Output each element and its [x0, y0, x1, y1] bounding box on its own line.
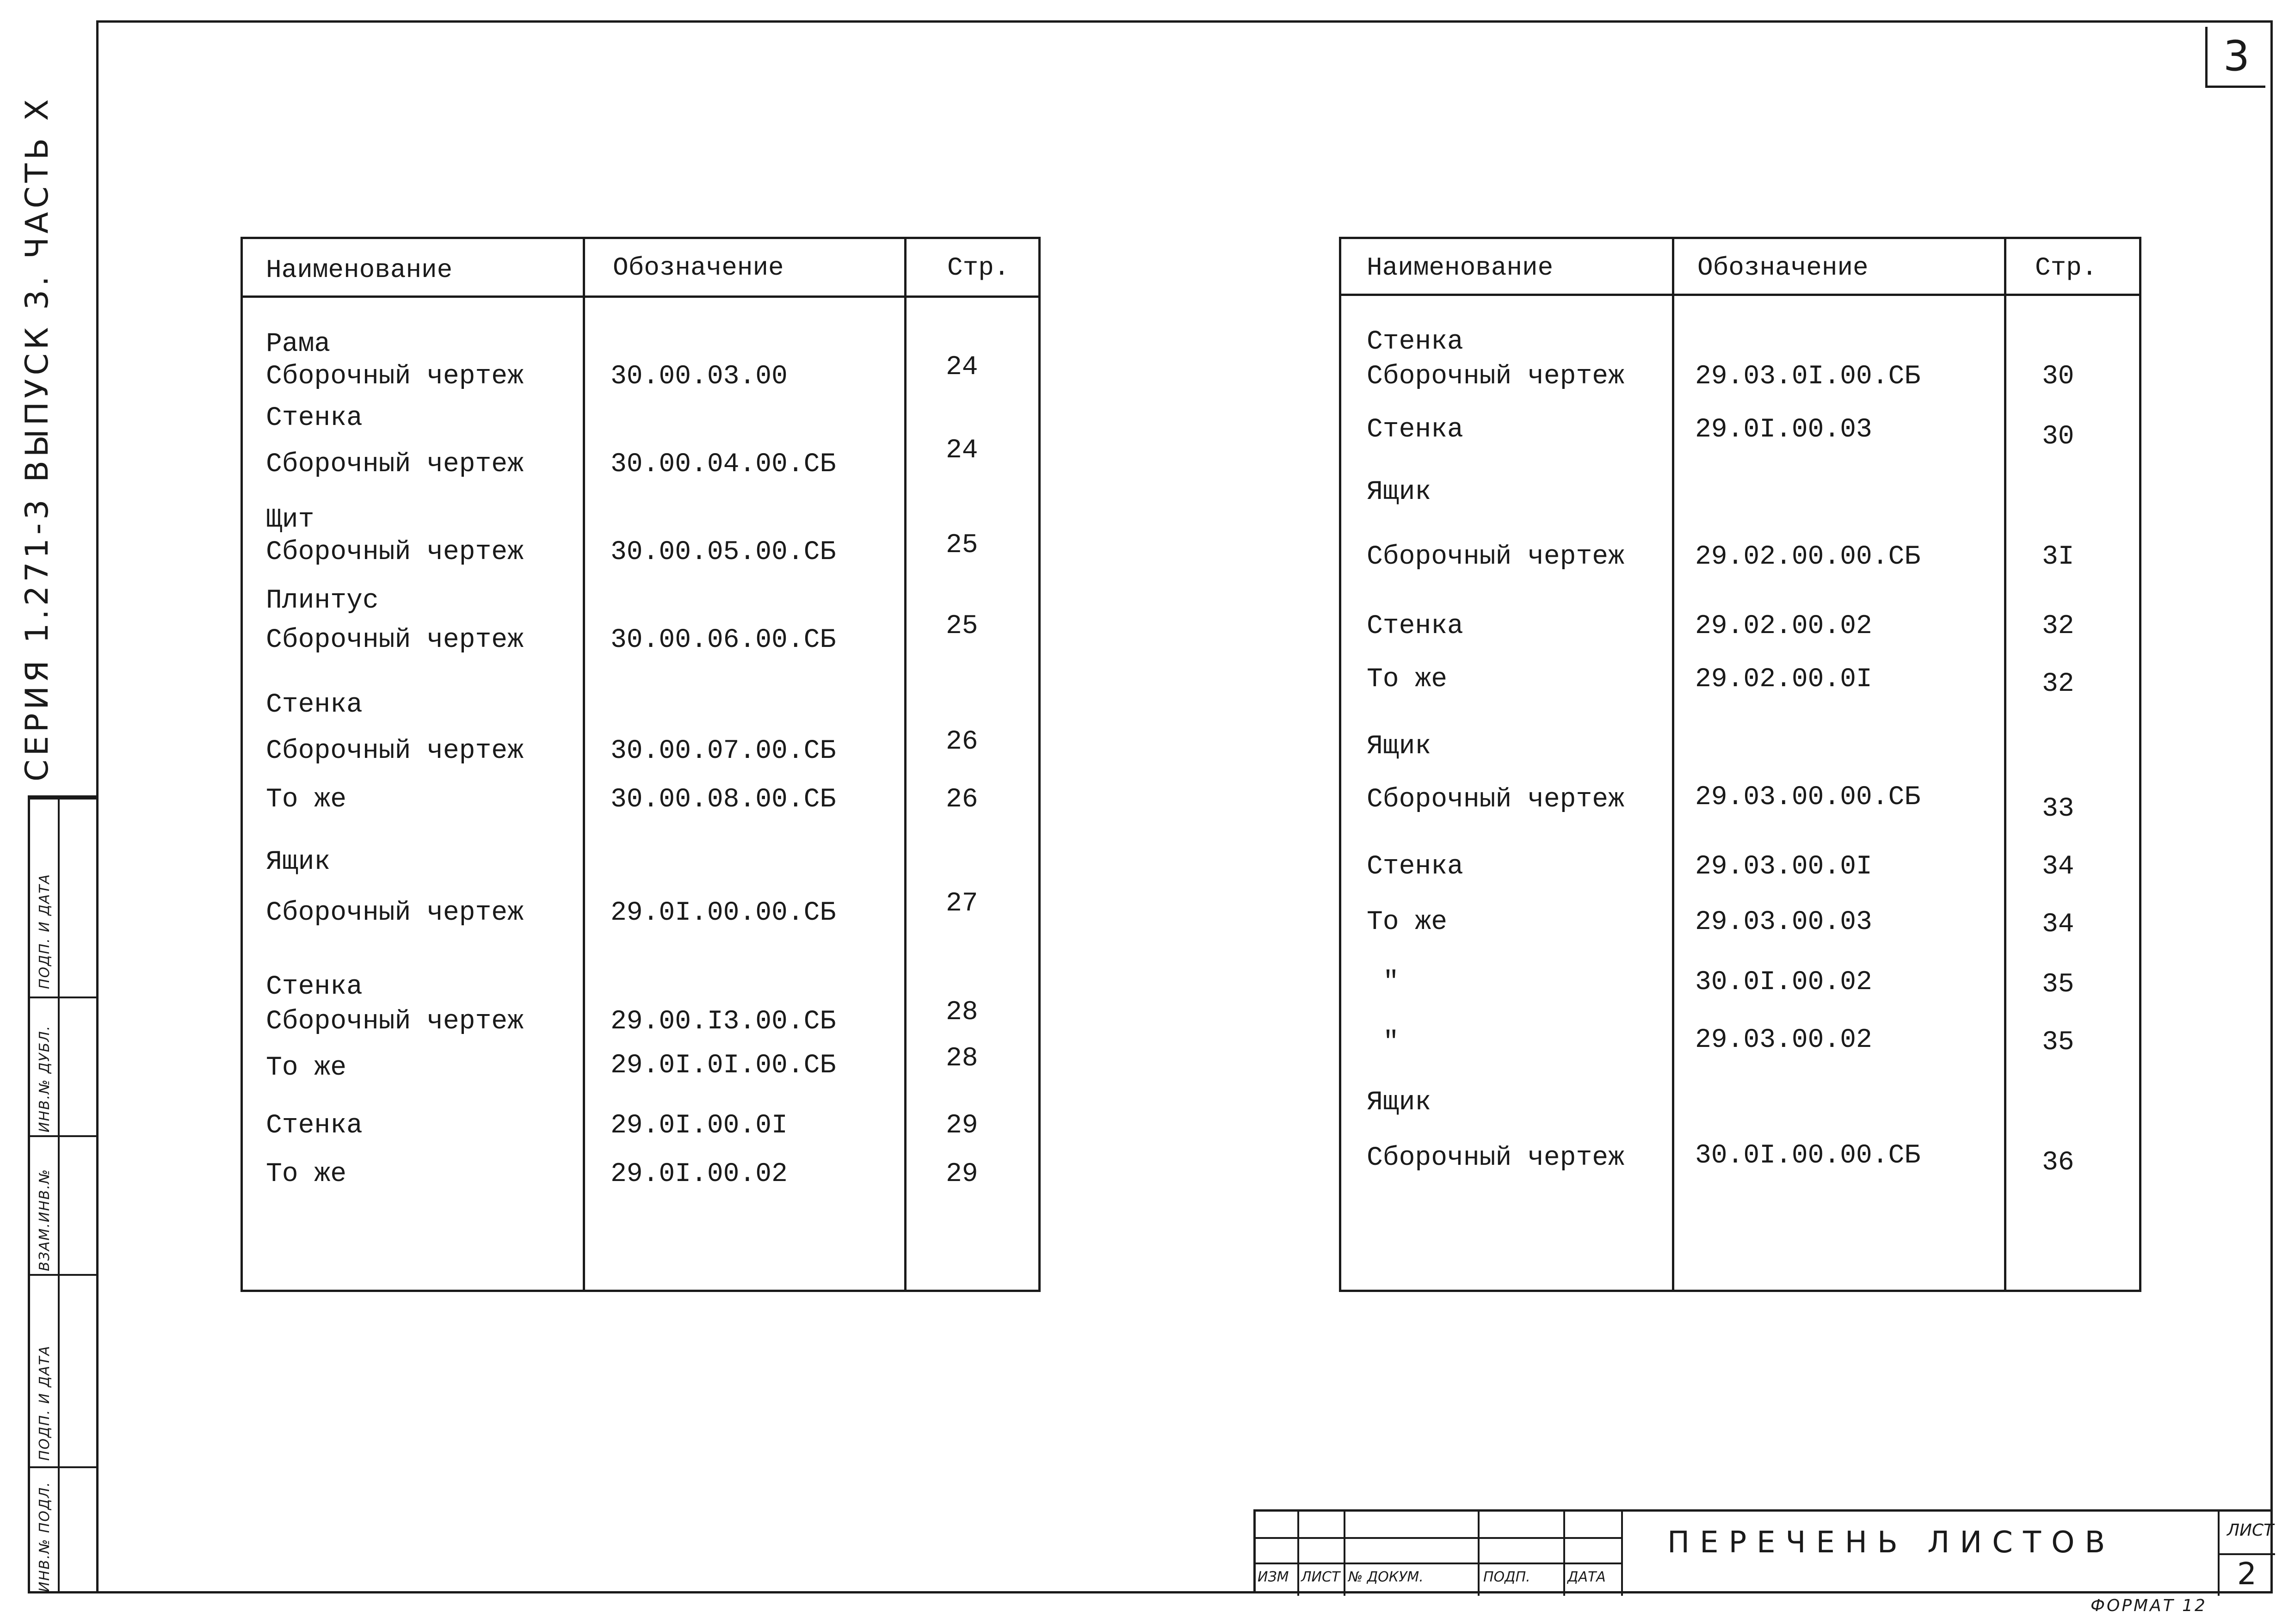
row-name: То же — [266, 1159, 347, 1189]
row-page: 25 — [946, 530, 978, 560]
stamp-strip — [28, 795, 96, 1593]
row-page: 34 — [2042, 910, 2074, 940]
row-name: Сборочный чертеж — [266, 362, 524, 392]
row-page: 36 — [2042, 1148, 2074, 1178]
page-number: 3 — [2205, 27, 2265, 88]
row-page: 32 — [2042, 669, 2074, 699]
strip-cell — [30, 997, 96, 1135]
header-page: Стр. — [2035, 253, 2097, 283]
row-name: Рама — [266, 329, 331, 359]
row-name: То же — [266, 1053, 347, 1083]
row-page: 27 — [946, 889, 978, 919]
row-name: " — [1383, 1027, 1399, 1058]
row-page: 29 — [946, 1159, 978, 1189]
row-code: 29.0I.00.02 — [611, 1159, 788, 1189]
row-code: 30.00.06.00.СБ — [611, 625, 836, 655]
header-code: Обозначение — [613, 253, 784, 283]
row-name: Сборочный чертеж — [266, 1007, 524, 1037]
row-name: Плинтус — [266, 586, 379, 616]
strip-label: ПОДП. И ДАТА — [36, 873, 53, 989]
row-page: 29 — [946, 1111, 978, 1141]
col-label-sign: ПОДП. — [1483, 1569, 1530, 1585]
grid-line — [1621, 1512, 1623, 1596]
row-code: 29.02.00.00.СБ — [1695, 542, 1921, 572]
row-code: 30.00.04.00.СБ — [611, 449, 836, 480]
row-name: Сборочный чертеж — [1367, 1143, 1624, 1173]
row-code: 30.00.03.00 — [611, 362, 788, 392]
row-name: Стенка — [1367, 852, 1463, 882]
row-code: 29.03.00.0I — [1695, 852, 1872, 882]
strip-label: ПОДП. И ДАТА — [36, 1345, 53, 1461]
row-page: 34 — [2042, 852, 2074, 882]
row-name: То же — [1367, 664, 1448, 695]
row-name: Стенка — [266, 1111, 363, 1141]
grid-line — [1563, 1512, 1565, 1596]
row-code: 29.03.0I.00.СБ — [1695, 362, 1921, 392]
row-code: 29.03.00.03 — [1695, 907, 1872, 937]
strip-cell — [30, 1274, 96, 1466]
grid-line — [1344, 1512, 1345, 1596]
row-page: 30 — [2042, 362, 2074, 392]
row-page: 24 — [946, 352, 978, 382]
row-name: Стенка — [1367, 327, 1463, 357]
col-label-izm: ИЗМ — [1258, 1569, 1289, 1585]
row-name: Стенка — [266, 690, 363, 720]
row-code: 30.00.08.00.СБ — [611, 785, 836, 815]
row-name: Щит — [266, 505, 315, 535]
row-name: Ящик — [1367, 1088, 1431, 1118]
row-code: 29.0I.00.0I — [611, 1111, 788, 1141]
row-code: 30.0I.00.02 — [1695, 967, 1872, 997]
row-name: Ящик — [1367, 732, 1431, 762]
row-page: 25 — [946, 611, 978, 641]
row-page: 3I — [2042, 542, 2074, 572]
row-page: 28 — [946, 997, 978, 1027]
header-name: Наименование — [1367, 253, 1554, 283]
right-sheet-table — [1339, 237, 2141, 1292]
header-name: Наименование — [266, 255, 453, 285]
row-page: 35 — [2042, 1027, 2074, 1058]
row-page: 26 — [946, 785, 978, 815]
document-title: ПЕРЕЧЕНЬ ЛИСТОВ — [1667, 1526, 2115, 1560]
row-name: Стенка — [266, 403, 363, 433]
row-name: Сборочный чертеж — [1367, 362, 1624, 392]
row-code: 30.00.07.00.СБ — [611, 736, 836, 766]
row-name: Сборочный чертеж — [266, 537, 524, 567]
row-name: Сборочный чертеж — [266, 449, 524, 480]
row-code: 29.02.00.0I — [1695, 664, 1872, 695]
strip-label: ИНВ.№ ДУБЛ. — [36, 1025, 53, 1132]
column-divider — [1672, 239, 1674, 1290]
col-label-doc: № ДОКУМ. — [1348, 1569, 1424, 1585]
row-code: 29.0I.00.03 — [1695, 415, 1872, 445]
row-code: 30.0I.00.00.СБ — [1695, 1141, 1921, 1171]
sheet-value: 2 — [2237, 1556, 2257, 1592]
row-code: 29.03.00.00.СБ — [1695, 782, 1921, 812]
row-page: 30 — [2042, 422, 2074, 452]
title-block — [1253, 1509, 2273, 1593]
strip-label: ИНВ.№ ПОДЛ. — [36, 1481, 53, 1592]
row-code: 29.00.I3.00.СБ — [611, 1007, 836, 1037]
strip-label: ВЗАМ.ИНВ.№ — [36, 1168, 53, 1271]
row-name: Сборочный чертеж — [266, 898, 524, 928]
row-name: " — [1383, 967, 1399, 997]
row-name: Ящик — [266, 847, 331, 877]
row-name: Ящик — [1367, 477, 1431, 507]
strip-cell — [30, 1466, 96, 1594]
row-page: 24 — [946, 436, 978, 466]
grid-line — [2218, 1553, 2275, 1555]
col-label-list: ЛИСТ — [1301, 1569, 1340, 1585]
col-label-date: ДАТА — [1567, 1569, 1606, 1585]
header-divider — [243, 295, 1038, 298]
left-sheet-table — [241, 237, 1041, 1292]
strip-cell — [30, 798, 96, 997]
series-inscription: СЕРИЯ 1.271-3 ВЫПУСК 3. ЧАСТЬ X — [19, 95, 56, 781]
row-page: 33 — [2042, 794, 2074, 824]
column-divider — [2004, 239, 2006, 1290]
row-code: 30.00.05.00.СБ — [611, 537, 836, 567]
column-divider — [583, 239, 585, 1290]
format-label: ФОРМАТ 12 — [2091, 1596, 2207, 1615]
row-name: Сборочный чертеж — [1367, 542, 1624, 572]
row-code: 29.0I.00.00.СБ — [611, 898, 836, 928]
header-code: Обозначение — [1697, 253, 1869, 283]
grid-line — [1256, 1562, 1621, 1564]
row-name: То же — [266, 785, 347, 815]
grid-line — [1297, 1512, 1299, 1596]
row-name: Сборочный чертеж — [266, 736, 524, 766]
grid-line — [1256, 1537, 1621, 1539]
row-code: 29.0I.0I.00.СБ — [611, 1051, 836, 1081]
row-name: Стенка — [266, 972, 363, 1002]
header-divider — [1341, 294, 2139, 296]
row-page: 28 — [946, 1044, 978, 1074]
header-page: Стр. — [947, 253, 1010, 283]
row-name: Сборочный чертеж — [266, 625, 524, 655]
row-code: 29.02.00.02 — [1695, 611, 1872, 641]
strip-cell — [30, 1135, 96, 1274]
row-page: 26 — [946, 727, 978, 757]
column-divider — [904, 239, 907, 1290]
row-name: Стенка — [1367, 611, 1463, 641]
row-page: 35 — [2042, 970, 2074, 1000]
row-name: Сборочный чертеж — [1367, 785, 1624, 815]
row-code: 29.03.00.02 — [1695, 1025, 1872, 1055]
row-page: 32 — [2042, 611, 2074, 641]
sheet-label: ЛИСТ — [2227, 1521, 2274, 1540]
grid-line — [1478, 1512, 1480, 1596]
row-name: Стенка — [1367, 415, 1463, 445]
row-name: То же — [1367, 907, 1448, 937]
